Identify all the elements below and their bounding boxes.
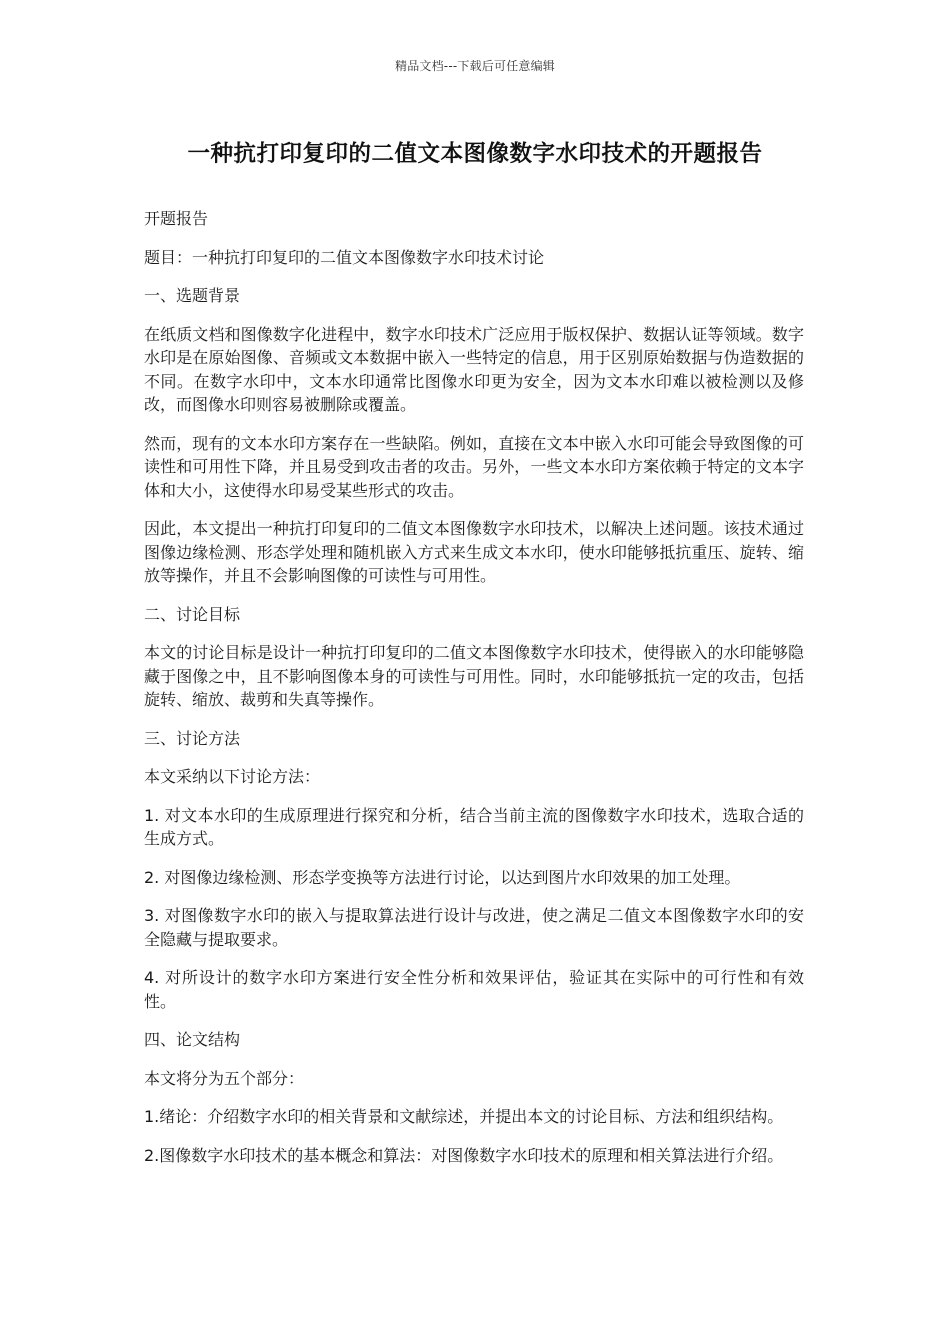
list-item-structure-2: 2.图像数字水印技术的基本概念和算法：对图像数字水印技术的原理和相关算法进行介绍。 xyxy=(144,1145,784,1165)
header-note: 精品文档---下载后可任意编辑 xyxy=(395,59,555,73)
paragraph-topic: 题目：一种抗打印复印的二值文本图像数字水印技术讨论 xyxy=(144,247,545,267)
paragraph-background-2: 然而，现有的文本水印方案存在一些缺陷。例如，直接在文本中嵌入水印可能会导致图像的可读性和可用性下降，并且易受到攻击者的攻击。另外，一些文本水印方案依赖于特定的文本字体和大小，这使得水印易受某些形式的攻击。 xyxy=(144,433,804,500)
paragraph-report-label: 开题报告 xyxy=(144,209,209,228)
paragraph-background-1: 在纸质文档和图像数字化进程中，数字水印技术广泛应用于版权保护、数据认证等领域。数字水印是在原始图像、音频或文本数据中嵌入一些特定的信息，用于区别原始数据与伪造数据的不同。在数字水印中，文本水印通常比图像水印更为安全，因为文本水印难以被检测以及修改，而图像水印则容易被删除或覆盖。 xyxy=(144,324,804,414)
paragraph-goals: 本文的讨论目标是设计一种抗打印复印的二值文本图像数字水印技术，使得嵌入的水印能够隐藏于图像之中，且不影响图像本身的可读性与可用性。同时，水印能够抵抗一定的攻击，包括旋转、缩放、裁剪和失真等操作。 xyxy=(144,643,804,709)
section-heading-methods: 三、讨论方法 xyxy=(144,728,241,748)
list-item-method-2: 2. 对图像边缘检测、形态学变换等方法进行讨论，以达到图片水印效果的加工处理。 xyxy=(144,867,741,887)
list-item-structure-1: 1.绪论：介绍数字水印的相关背景和文献综述，并提出本文的讨论目标、方法和组织结构。 xyxy=(144,1107,784,1126)
paragraph-methods-intro: 本文采纳以下讨论方法： xyxy=(144,767,321,786)
document-body xyxy=(144,207,804,1182)
list-item-method-1: 1. 对文本水印的生成原理进行探究和分析，结合当前主流的图像数字水印技术，选取合适的生成方式。 xyxy=(144,805,804,848)
list-item-method-4: 4. 对所设计的数字水印方案进行安全性分析和效果评估，验证其在实际中的可行性和有效性。 xyxy=(144,968,804,1011)
section-heading-goals: 二、讨论目标 xyxy=(144,604,241,624)
list-item-method-3: 3. 对图像数字水印的嵌入与提取算法进行设计与改进，使之满足二值文本图像数字水印的安全隐藏与提取要求。 xyxy=(144,906,804,949)
document-title: 一种抗打印复印的二值文本图像数字水印技术的开题报告 xyxy=(187,141,763,167)
section-heading-structure: 四、论文结构 xyxy=(144,1030,241,1049)
paragraph-background-3: 因此，本文提出一种抗打印复印的二值文本图像数字水印技术，以解决上述问题。该技术通过图像边缘检测、形态学处理和随机嵌入方式来生成文本水印，使水印能够抵抗重压、旋转、缩放等操作，并且不会影响图像的可读性与可用性。 xyxy=(144,519,804,585)
section-heading-background: 一、选题背景 xyxy=(144,286,241,305)
paragraph-structure-intro: 本文将分为五个部分： xyxy=(144,1068,305,1088)
